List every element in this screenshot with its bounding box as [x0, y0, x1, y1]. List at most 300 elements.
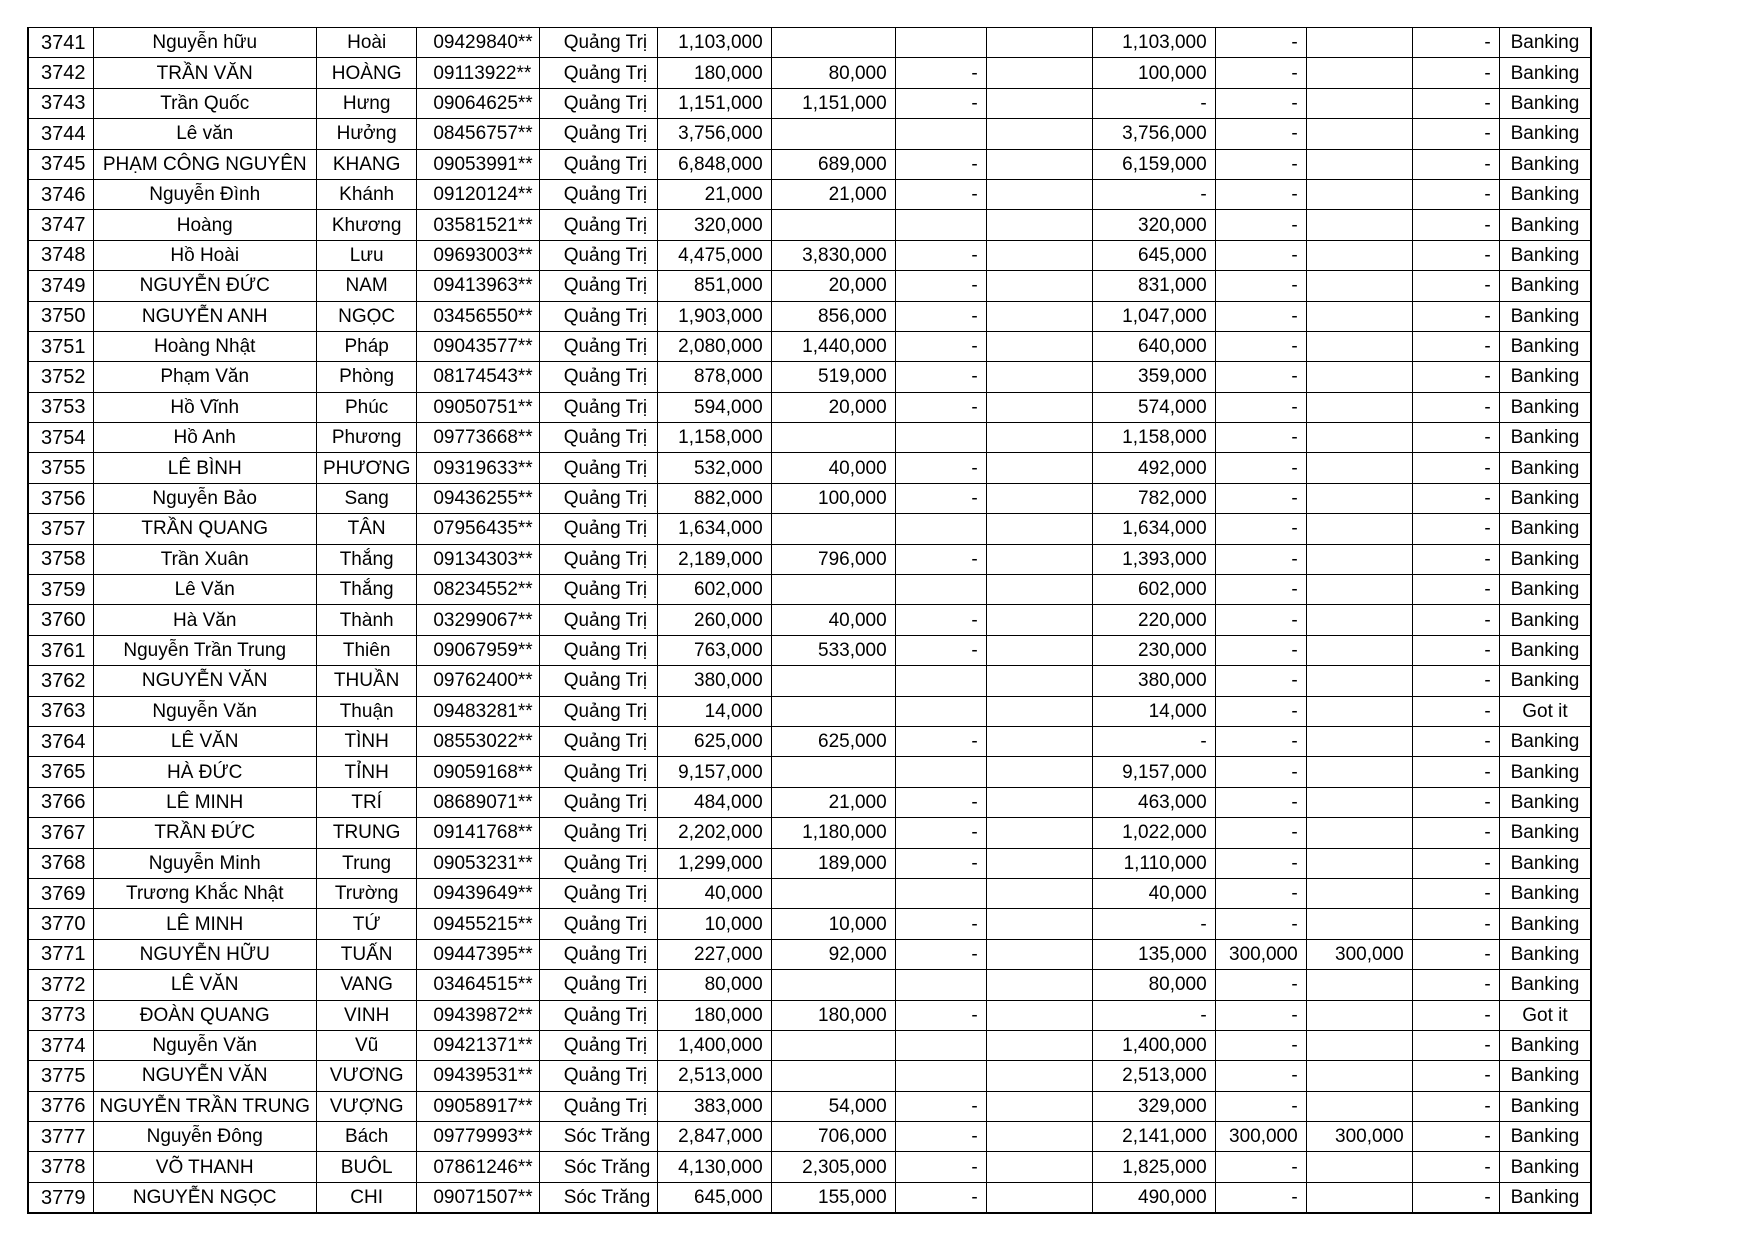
- given-name-cell: Trường: [316, 878, 416, 908]
- net-amount-cell: 831,000: [1092, 271, 1215, 301]
- net-amount-cell: 230,000: [1092, 635, 1215, 665]
- blank-cell: [986, 331, 1092, 361]
- surname-cell: HÀ ĐỨC: [93, 757, 316, 787]
- extra-mark-cell: -: [1412, 1122, 1499, 1152]
- row-number: 3768: [28, 848, 93, 878]
- bonus-mark-cell: -: [1215, 453, 1306, 483]
- deduction-mark-cell: -: [895, 1091, 986, 1121]
- surname-cell: TRẦN ĐỨC: [93, 818, 316, 848]
- extra-mark-cell: -: [1412, 726, 1499, 756]
- bonus-amount-cell: [1306, 483, 1412, 513]
- blank-cell: [986, 909, 1092, 939]
- deduction-mark-cell: -: [895, 179, 986, 209]
- total-amount-cell: 10,000: [657, 909, 771, 939]
- phone-cell: 09058917**: [417, 1091, 539, 1121]
- phone-cell: 09773668**: [417, 423, 539, 453]
- phone-cell: 09762400**: [417, 666, 539, 696]
- extra-mark-cell: -: [1412, 240, 1499, 270]
- payment-method-cell: Banking: [1499, 757, 1591, 787]
- deducted-amount-cell: 92,000: [771, 939, 895, 969]
- total-amount-cell: 9,157,000: [657, 757, 771, 787]
- net-amount-cell: 329,000: [1092, 1091, 1215, 1121]
- net-amount-cell: 1,393,000: [1092, 544, 1215, 574]
- given-name-cell: PHƯƠNG: [316, 453, 416, 483]
- total-amount-cell: 3,756,000: [657, 119, 771, 149]
- net-amount-cell: 135,000: [1092, 939, 1215, 969]
- payment-method-cell: Banking: [1499, 575, 1591, 605]
- payment-method-cell: Banking: [1499, 28, 1591, 58]
- bonus-mark-cell: 300,000: [1215, 939, 1306, 969]
- deduction-mark-cell: -: [895, 726, 986, 756]
- surname-cell: Lê văn: [93, 119, 316, 149]
- blank-cell: [986, 514, 1092, 544]
- extra-mark-cell: -: [1412, 1182, 1499, 1213]
- row-number: 3751: [28, 331, 93, 361]
- deduction-mark-cell: [895, 514, 986, 544]
- extra-mark-cell: -: [1412, 28, 1499, 58]
- blank-cell: [986, 362, 1092, 392]
- extra-mark-cell: -: [1412, 483, 1499, 513]
- phone-cell: 09421371**: [417, 1030, 539, 1060]
- extra-mark-cell: -: [1412, 970, 1499, 1000]
- blank-cell: [986, 1030, 1092, 1060]
- row-number: 3771: [28, 939, 93, 969]
- bonus-mark-cell: -: [1215, 392, 1306, 422]
- table-row: [28, 149, 1591, 179]
- surname-cell: Nguyễn Trần Trung: [93, 635, 316, 665]
- bonus-amount-cell: [1306, 1000, 1412, 1030]
- net-amount-cell: 380,000: [1092, 666, 1215, 696]
- blank-cell: [986, 88, 1092, 118]
- given-name-cell: Sang: [316, 483, 416, 513]
- payment-method-cell: Banking: [1499, 1091, 1591, 1121]
- given-name-cell: TUẤN: [316, 939, 416, 969]
- total-amount-cell: 2,513,000: [657, 1061, 771, 1091]
- extra-mark-cell: -: [1412, 392, 1499, 422]
- given-name-cell: Trung: [316, 848, 416, 878]
- deduction-mark-cell: -: [895, 1000, 986, 1030]
- phone-cell: 08689071**: [417, 787, 539, 817]
- bonus-mark-cell: -: [1215, 119, 1306, 149]
- net-amount-cell: 40,000: [1092, 878, 1215, 908]
- blank-cell: [986, 970, 1092, 1000]
- given-name-cell: Thắng: [316, 575, 416, 605]
- net-amount-cell: 1,103,000: [1092, 28, 1215, 58]
- phone-cell: 08456757**: [417, 119, 539, 149]
- bonus-amount-cell: [1306, 179, 1412, 209]
- deduction-mark-cell: [895, 575, 986, 605]
- deducted-amount-cell: 519,000: [771, 362, 895, 392]
- bonus-mark-cell: -: [1215, 726, 1306, 756]
- total-amount-cell: 2,189,000: [657, 544, 771, 574]
- blank-cell: [986, 1182, 1092, 1213]
- surname-cell: Nguyễn Văn: [93, 696, 316, 726]
- deducted-amount-cell: [771, 1061, 895, 1091]
- extra-mark-cell: -: [1412, 58, 1499, 88]
- province-cell: Quảng Trị: [539, 878, 657, 908]
- blank-cell: [986, 605, 1092, 635]
- payment-method-cell: Banking: [1499, 726, 1591, 756]
- row-number: 3748: [28, 240, 93, 270]
- bonus-mark-cell: -: [1215, 514, 1306, 544]
- payment-method-cell: Banking: [1499, 514, 1591, 544]
- payment-method-cell: Banking: [1499, 848, 1591, 878]
- extra-mark-cell: -: [1412, 1091, 1499, 1121]
- table-row: [28, 331, 1591, 361]
- total-amount-cell: 2,202,000: [657, 818, 771, 848]
- deduction-mark-cell: -: [895, 787, 986, 817]
- bonus-mark-cell: -: [1215, 301, 1306, 331]
- row-number: 3766: [28, 787, 93, 817]
- surname-cell: NGUYỄN TRẦN TRUNG: [93, 1091, 316, 1121]
- extra-mark-cell: -: [1412, 453, 1499, 483]
- extra-mark-cell: -: [1412, 88, 1499, 118]
- net-amount-cell: 2,141,000: [1092, 1122, 1215, 1152]
- deducted-amount-cell: 856,000: [771, 301, 895, 331]
- bonus-mark-cell: -: [1215, 970, 1306, 1000]
- net-amount-cell: 1,047,000: [1092, 301, 1215, 331]
- bonus-mark-cell: -: [1215, 787, 1306, 817]
- given-name-cell: TÂN: [316, 514, 416, 544]
- payment-method-cell: Banking: [1499, 787, 1591, 817]
- surname-cell: Nguyễn Đình: [93, 179, 316, 209]
- surname-cell: VÕ THANH: [93, 1152, 316, 1182]
- given-name-cell: Vũ: [316, 1030, 416, 1060]
- given-name-cell: Bách: [316, 1122, 416, 1152]
- net-amount-cell: 492,000: [1092, 453, 1215, 483]
- deducted-amount-cell: 40,000: [771, 605, 895, 635]
- row-number: 3774: [28, 1030, 93, 1060]
- phone-cell: 03581521**: [417, 210, 539, 240]
- bonus-mark-cell: -: [1215, 271, 1306, 301]
- surname-cell: NGUYỄN VĂN: [93, 1061, 316, 1091]
- bonus-amount-cell: [1306, 58, 1412, 88]
- bonus-amount-cell: [1306, 28, 1412, 58]
- net-amount-cell: 6,159,000: [1092, 149, 1215, 179]
- extra-mark-cell: -: [1412, 757, 1499, 787]
- blank-cell: [986, 1122, 1092, 1152]
- payment-method-cell: Banking: [1499, 88, 1591, 118]
- phone-cell: 09067959**: [417, 635, 539, 665]
- surname-cell: Hồ Anh: [93, 423, 316, 453]
- table-row: [28, 1122, 1591, 1152]
- bonus-amount-cell: [1306, 818, 1412, 848]
- deduction-mark-cell: -: [895, 909, 986, 939]
- blank-cell: [986, 271, 1092, 301]
- blank-cell: [986, 119, 1092, 149]
- payment-method-cell: Banking: [1499, 149, 1591, 179]
- deducted-amount-cell: 706,000: [771, 1122, 895, 1152]
- phone-cell: 09120124**: [417, 179, 539, 209]
- row-number: 3769: [28, 878, 93, 908]
- given-name-cell: HOÀNG: [316, 58, 416, 88]
- deducted-amount-cell: 1,151,000: [771, 88, 895, 118]
- payment-method-cell: Banking: [1499, 1152, 1591, 1182]
- row-number: 3764: [28, 726, 93, 756]
- extra-mark-cell: -: [1412, 179, 1499, 209]
- province-cell: Sóc Trăng: [539, 1122, 657, 1152]
- surname-cell: Hoàng Nhật: [93, 331, 316, 361]
- table-row: [28, 423, 1591, 453]
- deducted-amount-cell: [771, 28, 895, 58]
- deduction-mark-cell: [895, 423, 986, 453]
- extra-mark-cell: -: [1412, 909, 1499, 939]
- surname-cell: LÊ MINH: [93, 909, 316, 939]
- net-amount-cell: 1,158,000: [1092, 423, 1215, 453]
- net-amount-cell: 1,400,000: [1092, 1030, 1215, 1060]
- blank-cell: [986, 453, 1092, 483]
- blank-cell: [986, 1091, 1092, 1121]
- net-amount-cell: -: [1092, 88, 1215, 118]
- deduction-mark-cell: [895, 666, 986, 696]
- deduction-mark-cell: -: [895, 271, 986, 301]
- phone-cell: 09134303**: [417, 544, 539, 574]
- table-row: [28, 1091, 1591, 1121]
- payment-method-cell: Banking: [1499, 179, 1591, 209]
- surname-cell: Trương Khắc Nhật: [93, 878, 316, 908]
- row-number: 3758: [28, 544, 93, 574]
- net-amount-cell: -: [1092, 909, 1215, 939]
- net-amount-cell: 14,000: [1092, 696, 1215, 726]
- deduction-mark-cell: [895, 1061, 986, 1091]
- net-amount-cell: -: [1092, 726, 1215, 756]
- extra-mark-cell: -: [1412, 301, 1499, 331]
- surname-cell: Nguyễn Đông: [93, 1122, 316, 1152]
- row-number: 3767: [28, 818, 93, 848]
- given-name-cell: Khánh: [316, 179, 416, 209]
- row-number: 3757: [28, 514, 93, 544]
- surname-cell: Trần Quốc: [93, 88, 316, 118]
- province-cell: Sóc Trăng: [539, 1182, 657, 1213]
- table-row: [28, 1182, 1591, 1213]
- deducted-amount-cell: 1,180,000: [771, 818, 895, 848]
- bonus-mark-cell: -: [1215, 240, 1306, 270]
- deduction-mark-cell: [895, 28, 986, 58]
- bonus-amount-cell: [1306, 392, 1412, 422]
- deduction-mark-cell: [895, 696, 986, 726]
- province-cell: Quảng Trị: [539, 210, 657, 240]
- blank-cell: [986, 818, 1092, 848]
- deducted-amount-cell: 155,000: [771, 1182, 895, 1213]
- net-amount-cell: 2,513,000: [1092, 1061, 1215, 1091]
- province-cell: Quảng Trị: [539, 909, 657, 939]
- blank-cell: [986, 58, 1092, 88]
- province-cell: Quảng Trị: [539, 301, 657, 331]
- surname-cell: Nguyễn Văn: [93, 1030, 316, 1060]
- surname-cell: Phạm Văn: [93, 362, 316, 392]
- table-row: [28, 392, 1591, 422]
- bonus-mark-cell: -: [1215, 28, 1306, 58]
- surname-cell: Trần Xuân: [93, 544, 316, 574]
- table-row: [28, 757, 1591, 787]
- province-cell: Quảng Trị: [539, 787, 657, 817]
- payment-method-cell: Banking: [1499, 909, 1591, 939]
- given-name-cell: NGỌC: [316, 301, 416, 331]
- extra-mark-cell: -: [1412, 818, 1499, 848]
- phone-cell: 09071507**: [417, 1182, 539, 1213]
- extra-mark-cell: -: [1412, 635, 1499, 665]
- extra-mark-cell: -: [1412, 423, 1499, 453]
- given-name-cell: TRÍ: [316, 787, 416, 817]
- net-amount-cell: 782,000: [1092, 483, 1215, 513]
- surname-cell: Nguyễn Bảo: [93, 483, 316, 513]
- given-name-cell: TỨ: [316, 909, 416, 939]
- bonus-mark-cell: -: [1215, 331, 1306, 361]
- bonus-mark-cell: -: [1215, 696, 1306, 726]
- blank-cell: [986, 939, 1092, 969]
- extra-mark-cell: -: [1412, 544, 1499, 574]
- row-number: 3753: [28, 392, 93, 422]
- total-amount-cell: 383,000: [657, 1091, 771, 1121]
- blank-cell: [986, 757, 1092, 787]
- phone-cell: 09693003**: [417, 240, 539, 270]
- bonus-mark-cell: -: [1215, 757, 1306, 787]
- total-amount-cell: 602,000: [657, 575, 771, 605]
- blank-cell: [986, 1000, 1092, 1030]
- total-amount-cell: 625,000: [657, 726, 771, 756]
- net-amount-cell: 1,022,000: [1092, 818, 1215, 848]
- province-cell: Quảng Trị: [539, 757, 657, 787]
- province-cell: Quảng Trị: [539, 149, 657, 179]
- deducted-amount-cell: [771, 575, 895, 605]
- table-row: [28, 58, 1591, 88]
- table-row: [28, 939, 1591, 969]
- phone-cell: 09455215**: [417, 909, 539, 939]
- bonus-amount-cell: [1306, 210, 1412, 240]
- table-row: [28, 575, 1591, 605]
- bonus-amount-cell: 300,000: [1306, 939, 1412, 969]
- net-amount-cell: 1,110,000: [1092, 848, 1215, 878]
- row-number: 3750: [28, 301, 93, 331]
- payment-method-cell: Banking: [1499, 240, 1591, 270]
- province-cell: Quảng Trị: [539, 271, 657, 301]
- total-amount-cell: 851,000: [657, 271, 771, 301]
- province-cell: Quảng Trị: [539, 575, 657, 605]
- deduction-mark-cell: -: [895, 331, 986, 361]
- payment-method-cell: Banking: [1499, 1182, 1591, 1213]
- deducted-amount-cell: [771, 210, 895, 240]
- bonus-amount-cell: [1306, 88, 1412, 118]
- surname-cell: NGUYỄN ĐỨC: [93, 271, 316, 301]
- net-amount-cell: 574,000: [1092, 392, 1215, 422]
- extra-mark-cell: -: [1412, 848, 1499, 878]
- province-cell: Quảng Trị: [539, 818, 657, 848]
- extra-mark-cell: -: [1412, 149, 1499, 179]
- deducted-amount-cell: 21,000: [771, 787, 895, 817]
- surname-cell: Hồ Vĩnh: [93, 392, 316, 422]
- extra-mark-cell: -: [1412, 939, 1499, 969]
- given-name-cell: Thắng: [316, 544, 416, 574]
- deducted-amount-cell: 2,305,000: [771, 1152, 895, 1182]
- bonus-amount-cell: [1306, 240, 1412, 270]
- given-name-cell: BUÔL: [316, 1152, 416, 1182]
- row-number: 3746: [28, 179, 93, 209]
- given-name-cell: Thiên: [316, 635, 416, 665]
- total-amount-cell: 1,903,000: [657, 301, 771, 331]
- blank-cell: [986, 544, 1092, 574]
- net-amount-cell: -: [1092, 179, 1215, 209]
- deduction-mark-cell: -: [895, 635, 986, 665]
- row-number: 3762: [28, 666, 93, 696]
- payment-method-cell: Banking: [1499, 362, 1591, 392]
- payment-method-cell: Banking: [1499, 666, 1591, 696]
- payment-method-cell: Banking: [1499, 605, 1591, 635]
- province-cell: Quảng Trị: [539, 635, 657, 665]
- payment-method-cell: Banking: [1499, 818, 1591, 848]
- row-number: 3744: [28, 119, 93, 149]
- deducted-amount-cell: [771, 423, 895, 453]
- surname-cell: TRẦN VĂN: [93, 58, 316, 88]
- total-amount-cell: 594,000: [657, 392, 771, 422]
- phone-cell: 03456550**: [417, 301, 539, 331]
- table-row: [28, 666, 1591, 696]
- bonus-mark-cell: -: [1215, 1182, 1306, 1213]
- province-cell: Quảng Trị: [539, 88, 657, 118]
- blank-cell: [986, 210, 1092, 240]
- bonus-amount-cell: [1306, 362, 1412, 392]
- given-name-cell: VƯƠNG: [316, 1061, 416, 1091]
- extra-mark-cell: -: [1412, 210, 1499, 240]
- payment-method-cell: Banking: [1499, 1122, 1591, 1152]
- phone-cell: 07956435**: [417, 514, 539, 544]
- bonus-amount-cell: [1306, 271, 1412, 301]
- deduction-mark-cell: -: [895, 818, 986, 848]
- bonus-mark-cell: -: [1215, 1000, 1306, 1030]
- given-name-cell: Lưu: [316, 240, 416, 270]
- total-amount-cell: 1,299,000: [657, 848, 771, 878]
- payment-method-cell: Banking: [1499, 331, 1591, 361]
- province-cell: Quảng Trị: [539, 848, 657, 878]
- extra-mark-cell: -: [1412, 1000, 1499, 1030]
- phone-cell: 08174543**: [417, 362, 539, 392]
- table-row: [28, 635, 1591, 665]
- province-cell: Quảng Trị: [539, 726, 657, 756]
- bonus-mark-cell: -: [1215, 848, 1306, 878]
- blank-cell: [986, 575, 1092, 605]
- payment-method-cell: Banking: [1499, 210, 1591, 240]
- extra-mark-cell: -: [1412, 787, 1499, 817]
- table-row: [28, 696, 1591, 726]
- blank-cell: [986, 240, 1092, 270]
- phone-cell: 09439872**: [417, 1000, 539, 1030]
- table-row: [28, 301, 1591, 331]
- total-amount-cell: 484,000: [657, 787, 771, 817]
- net-amount-cell: 320,000: [1092, 210, 1215, 240]
- deducted-amount-cell: 189,000: [771, 848, 895, 878]
- phone-cell: 08553022**: [417, 726, 539, 756]
- surname-cell: NGUYỄN NGỌC: [93, 1182, 316, 1213]
- table-row: [28, 453, 1591, 483]
- row-number: 3742: [28, 58, 93, 88]
- total-amount-cell: 4,130,000: [657, 1152, 771, 1182]
- bonus-mark-cell: -: [1215, 149, 1306, 179]
- bonus-mark-cell: -: [1215, 423, 1306, 453]
- total-amount-cell: 2,080,000: [657, 331, 771, 361]
- table-row: [28, 878, 1591, 908]
- deducted-amount-cell: 533,000: [771, 635, 895, 665]
- phone-cell: 09053991**: [417, 149, 539, 179]
- table-row: [28, 726, 1591, 756]
- blank-cell: [986, 666, 1092, 696]
- net-amount-cell: 1,825,000: [1092, 1152, 1215, 1182]
- bonus-amount-cell: [1306, 878, 1412, 908]
- row-number: 3747: [28, 210, 93, 240]
- bonus-mark-cell: -: [1215, 878, 1306, 908]
- bonus-mark-cell: -: [1215, 818, 1306, 848]
- surname-cell: ĐOÀN QUANG: [93, 1000, 316, 1030]
- extra-mark-cell: -: [1412, 271, 1499, 301]
- given-name-cell: Phúc: [316, 392, 416, 422]
